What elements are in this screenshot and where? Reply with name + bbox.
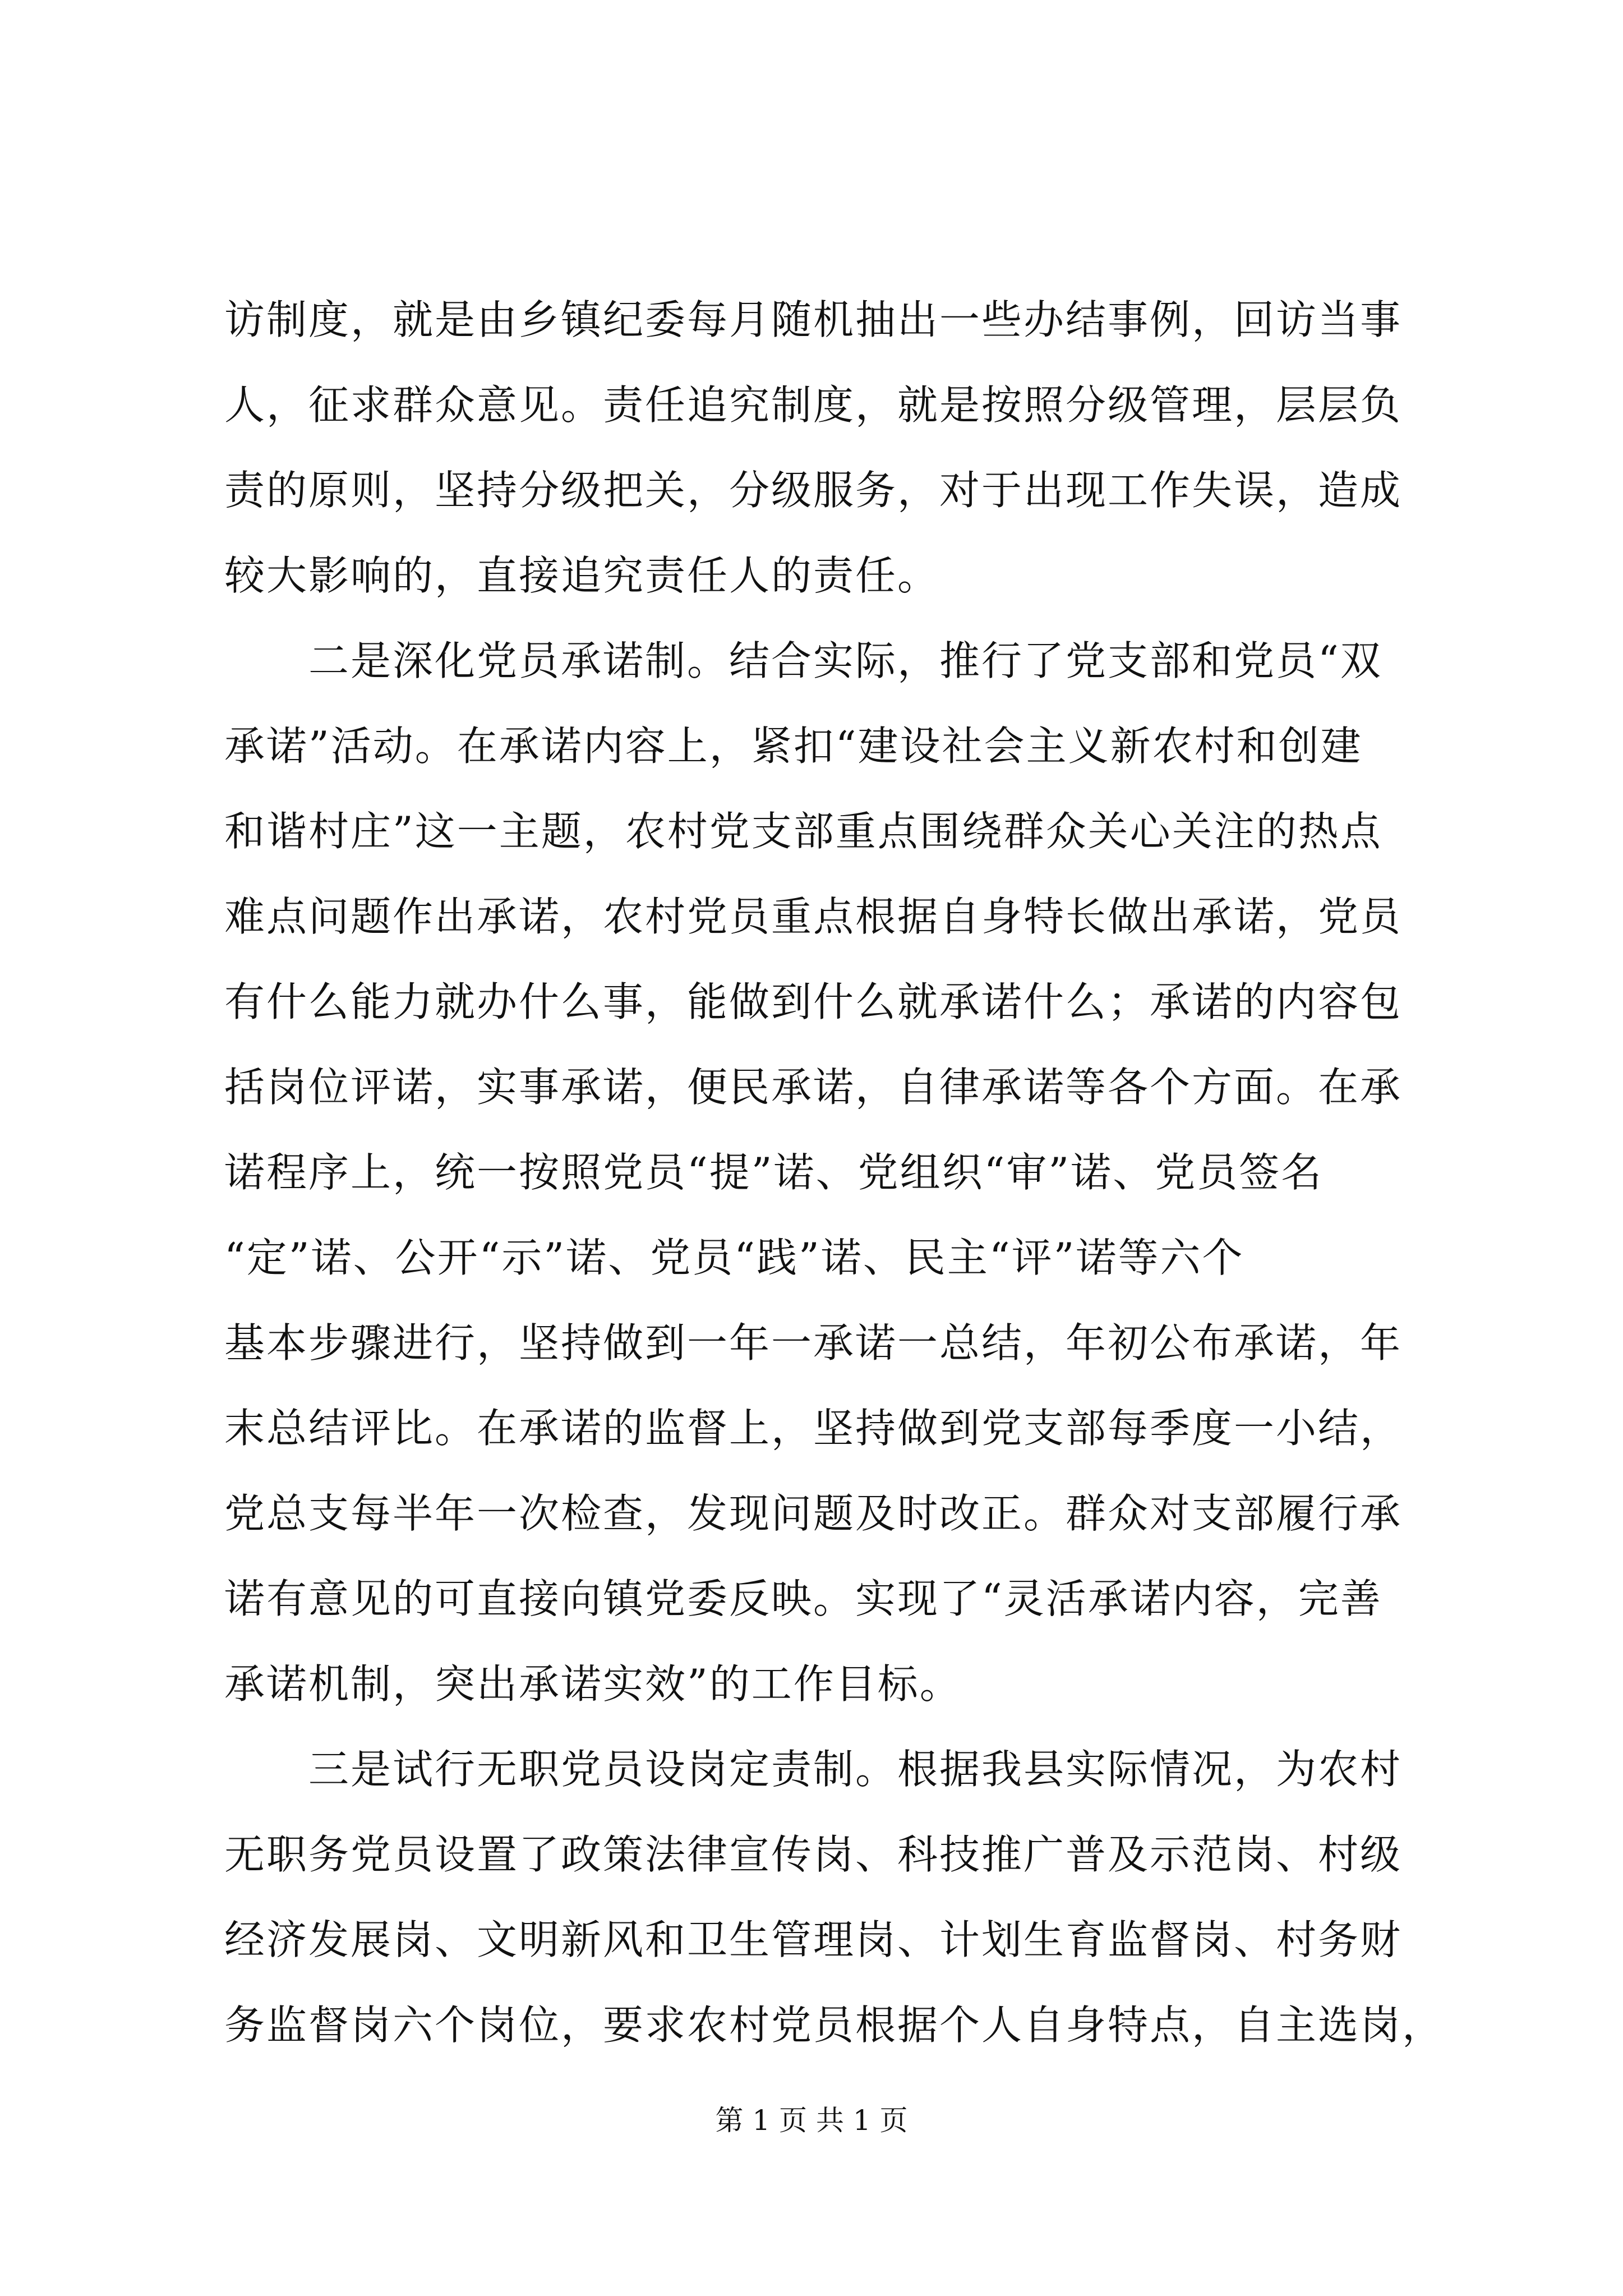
body-text-line: 承诺”活动。在承诺内容上，紧扣“建设社会主义新农村和创建 [224, 723, 1363, 770]
body-text-line: 责的原则，坚持分级把关，分级服务，对于出现工作失误，造成 [224, 467, 1403, 514]
body-text-line: 诺程序上，统一按照党员“提”诺、党组织“审”诺、党员签名 [224, 1149, 1324, 1196]
body-text-line: 有什么能力就办什么事，能做到什么就承诺什么；承诺的内容包 [224, 978, 1403, 1025]
body-text-line: 务监督岗六个岗位，要求农村党员根据个人自身特点，自主选岗， [224, 2001, 1445, 2049]
body-text-line: 人，征求群众意见。责任追究制度，就是按照分级管理，层层负 [224, 381, 1403, 429]
paragraph-start-line: 三是试行无职党员设岗定责制。根据我县实际情况，为农村 [308, 1746, 1403, 1793]
body-text-line: 基本步骤进行，坚持做到一年一承诺一总结，年初公布承诺，年 [224, 1319, 1403, 1366]
page-number-footer: 第 1 页 共 1 页 [715, 2104, 908, 2137]
body-text-line: 访制度，就是由乡镇纪委每月随机抽出一些办结事例，回访当事 [224, 296, 1403, 343]
body-text-line: 难点问题作出承诺，农村党员重点根据自身特长做出承诺，党员 [224, 893, 1403, 940]
body-text-line: 承诺机制，突出承诺实效”的工作目标。 [224, 1660, 962, 1708]
body-text-line: 括岗位评诺，实事承诺，便民承诺，自律承诺等各个方面。在承 [224, 1064, 1403, 1111]
body-text-line: 经济发展岗、文明新风和卫生管理岗、计划生育监督岗、村务财 [224, 1916, 1403, 1963]
body-text-line: 党总支每半年一次检查，发现问题及时改正。群众对支部履行承 [224, 1490, 1403, 1537]
body-text-line: “定”诺、公开“示”诺、党员“践”诺、民主“评”诺等六个 [224, 1234, 1244, 1281]
body-text-line: 末总结评比。在承诺的监督上，坚持做到党支部每季度一小结， [224, 1405, 1403, 1452]
body-text-line: 无职务党员设置了政策法律宣传岗、科技推广普及示范岗、村级 [224, 1831, 1403, 1878]
body-text-line: 和谐村庄”这一主题，农村党支部重点围绕群众关心关注的热点 [224, 808, 1382, 855]
body-text-line: 诺有意见的可直接向镇党委反映。实现了“灵活承诺内容，完善 [224, 1575, 1382, 1622]
body-text-line: 较大影响的，直接追究责任人的责任。 [224, 552, 940, 599]
paragraph-start-line: 二是深化党员承诺制。结合实际，推行了党支部和党员“双 [308, 637, 1382, 684]
